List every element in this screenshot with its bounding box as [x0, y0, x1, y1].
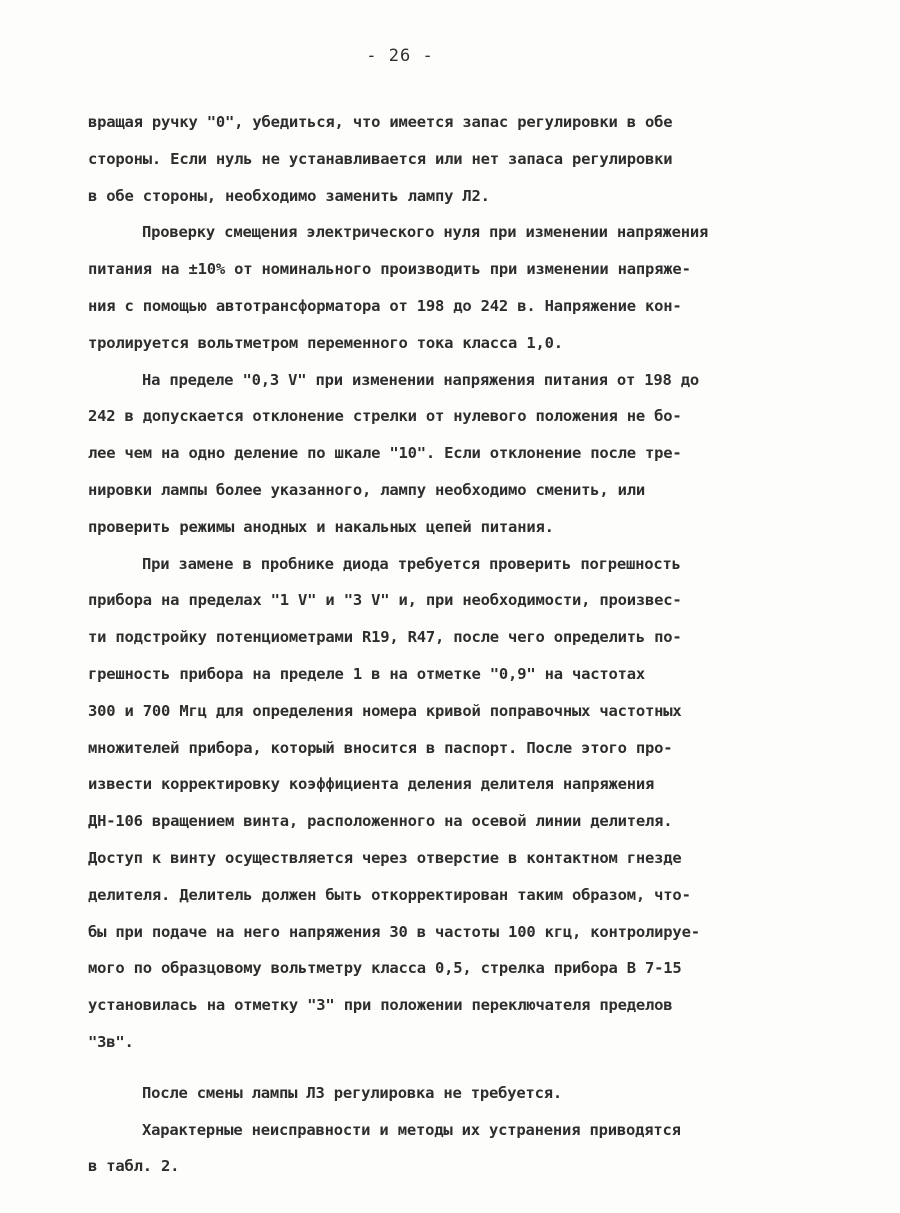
text-line: вращая ручку "0", убедиться, что имеется запас регулировки в обе [88, 113, 673, 131]
paragraph-first-line: На пределе "0,3 V" при изменении напряжения питания от 198 до [142, 370, 700, 389]
text-line: делителя. Делитель должен быть откорректирован таким образом, что- [88, 885, 691, 904]
text-line: питания на ±10% от номинального производить при изменении напряже- [88, 260, 691, 279]
text-line: бы при подаче на него напряжения 30 в частоты 100 кгц, контролируе- [88, 922, 700, 941]
text-line: множителей прибора, который вносится в паспорт. После этого про- [88, 738, 673, 757]
text-line: стороны. Если нуль не устанавливается или нет запаса регулировки [88, 149, 673, 168]
text-line: ния с помощью автотрансформатора от 198 до 242 в. Напряжение кон- [88, 296, 682, 315]
text-line: нировки лампы более указанного, лампу необходимо сменить, или [88, 480, 646, 499]
text-line: в обе стороны, необходимо заменить лампу Л2. [88, 186, 490, 205]
text-line: "3в". [88, 1032, 134, 1051]
paragraph-first-line: При замене в пробнике диода требуется проверить погрешность [142, 554, 681, 573]
text-line: ти подстройку потенциометрами R19, R47, после чего определить по- [88, 628, 682, 647]
text-line: мого по образцовому вольтметру класса 0,5, стрелка прибора В 7-15 [88, 959, 682, 978]
text-line: грешность прибора на пределе 1 в на отметке "0,9" на частотах [88, 664, 646, 683]
page-number: - 26 - [366, 46, 434, 66]
text-line: 242 в допускается отклонение стрелки от нулевого положения не бо- [88, 407, 682, 426]
text-line: извести корректировку коэффициента деления делителя напряжения [88, 775, 655, 794]
text-line: установилась на отметку "3" при положении переключателя пределов [88, 996, 673, 1015]
paragraph-first-line: Характерные неисправности и методы их устранения приводятся [142, 1120, 681, 1139]
text-line: 300 и 700 Мгц для определения номера кривой поправочных частотных [88, 701, 682, 720]
text-line: прибора на пределах "1 V" и "3 V" и, при необходимости, произвес- [88, 591, 682, 610]
paragraph-first-line: После смены лампы Л3 регулировка не требуется. [142, 1083, 563, 1102]
text-line: лее чем на одно деление по шкале "10". Если отклонение после тре- [88, 444, 682, 463]
paragraph-gap [88, 1061, 848, 1075]
text-line: в табл. 2. [88, 1157, 180, 1176]
text-line: тролируется вольтметром переменного тока класса 1,0. [88, 333, 563, 352]
text-line: ДН-106 вращением винта, расположенного на осевой линии делителя. [88, 812, 673, 831]
paragraph-first-line: Проверку смещения электрического нуля при изменении напряжения [142, 223, 709, 242]
body-text [88, 104, 848, 1185]
text-line: проверить режимы анодных и накальных цепей питания. [88, 517, 554, 536]
text-line: Доступ к винту осуществляется через отверстие в контактном гнезде [88, 848, 682, 867]
